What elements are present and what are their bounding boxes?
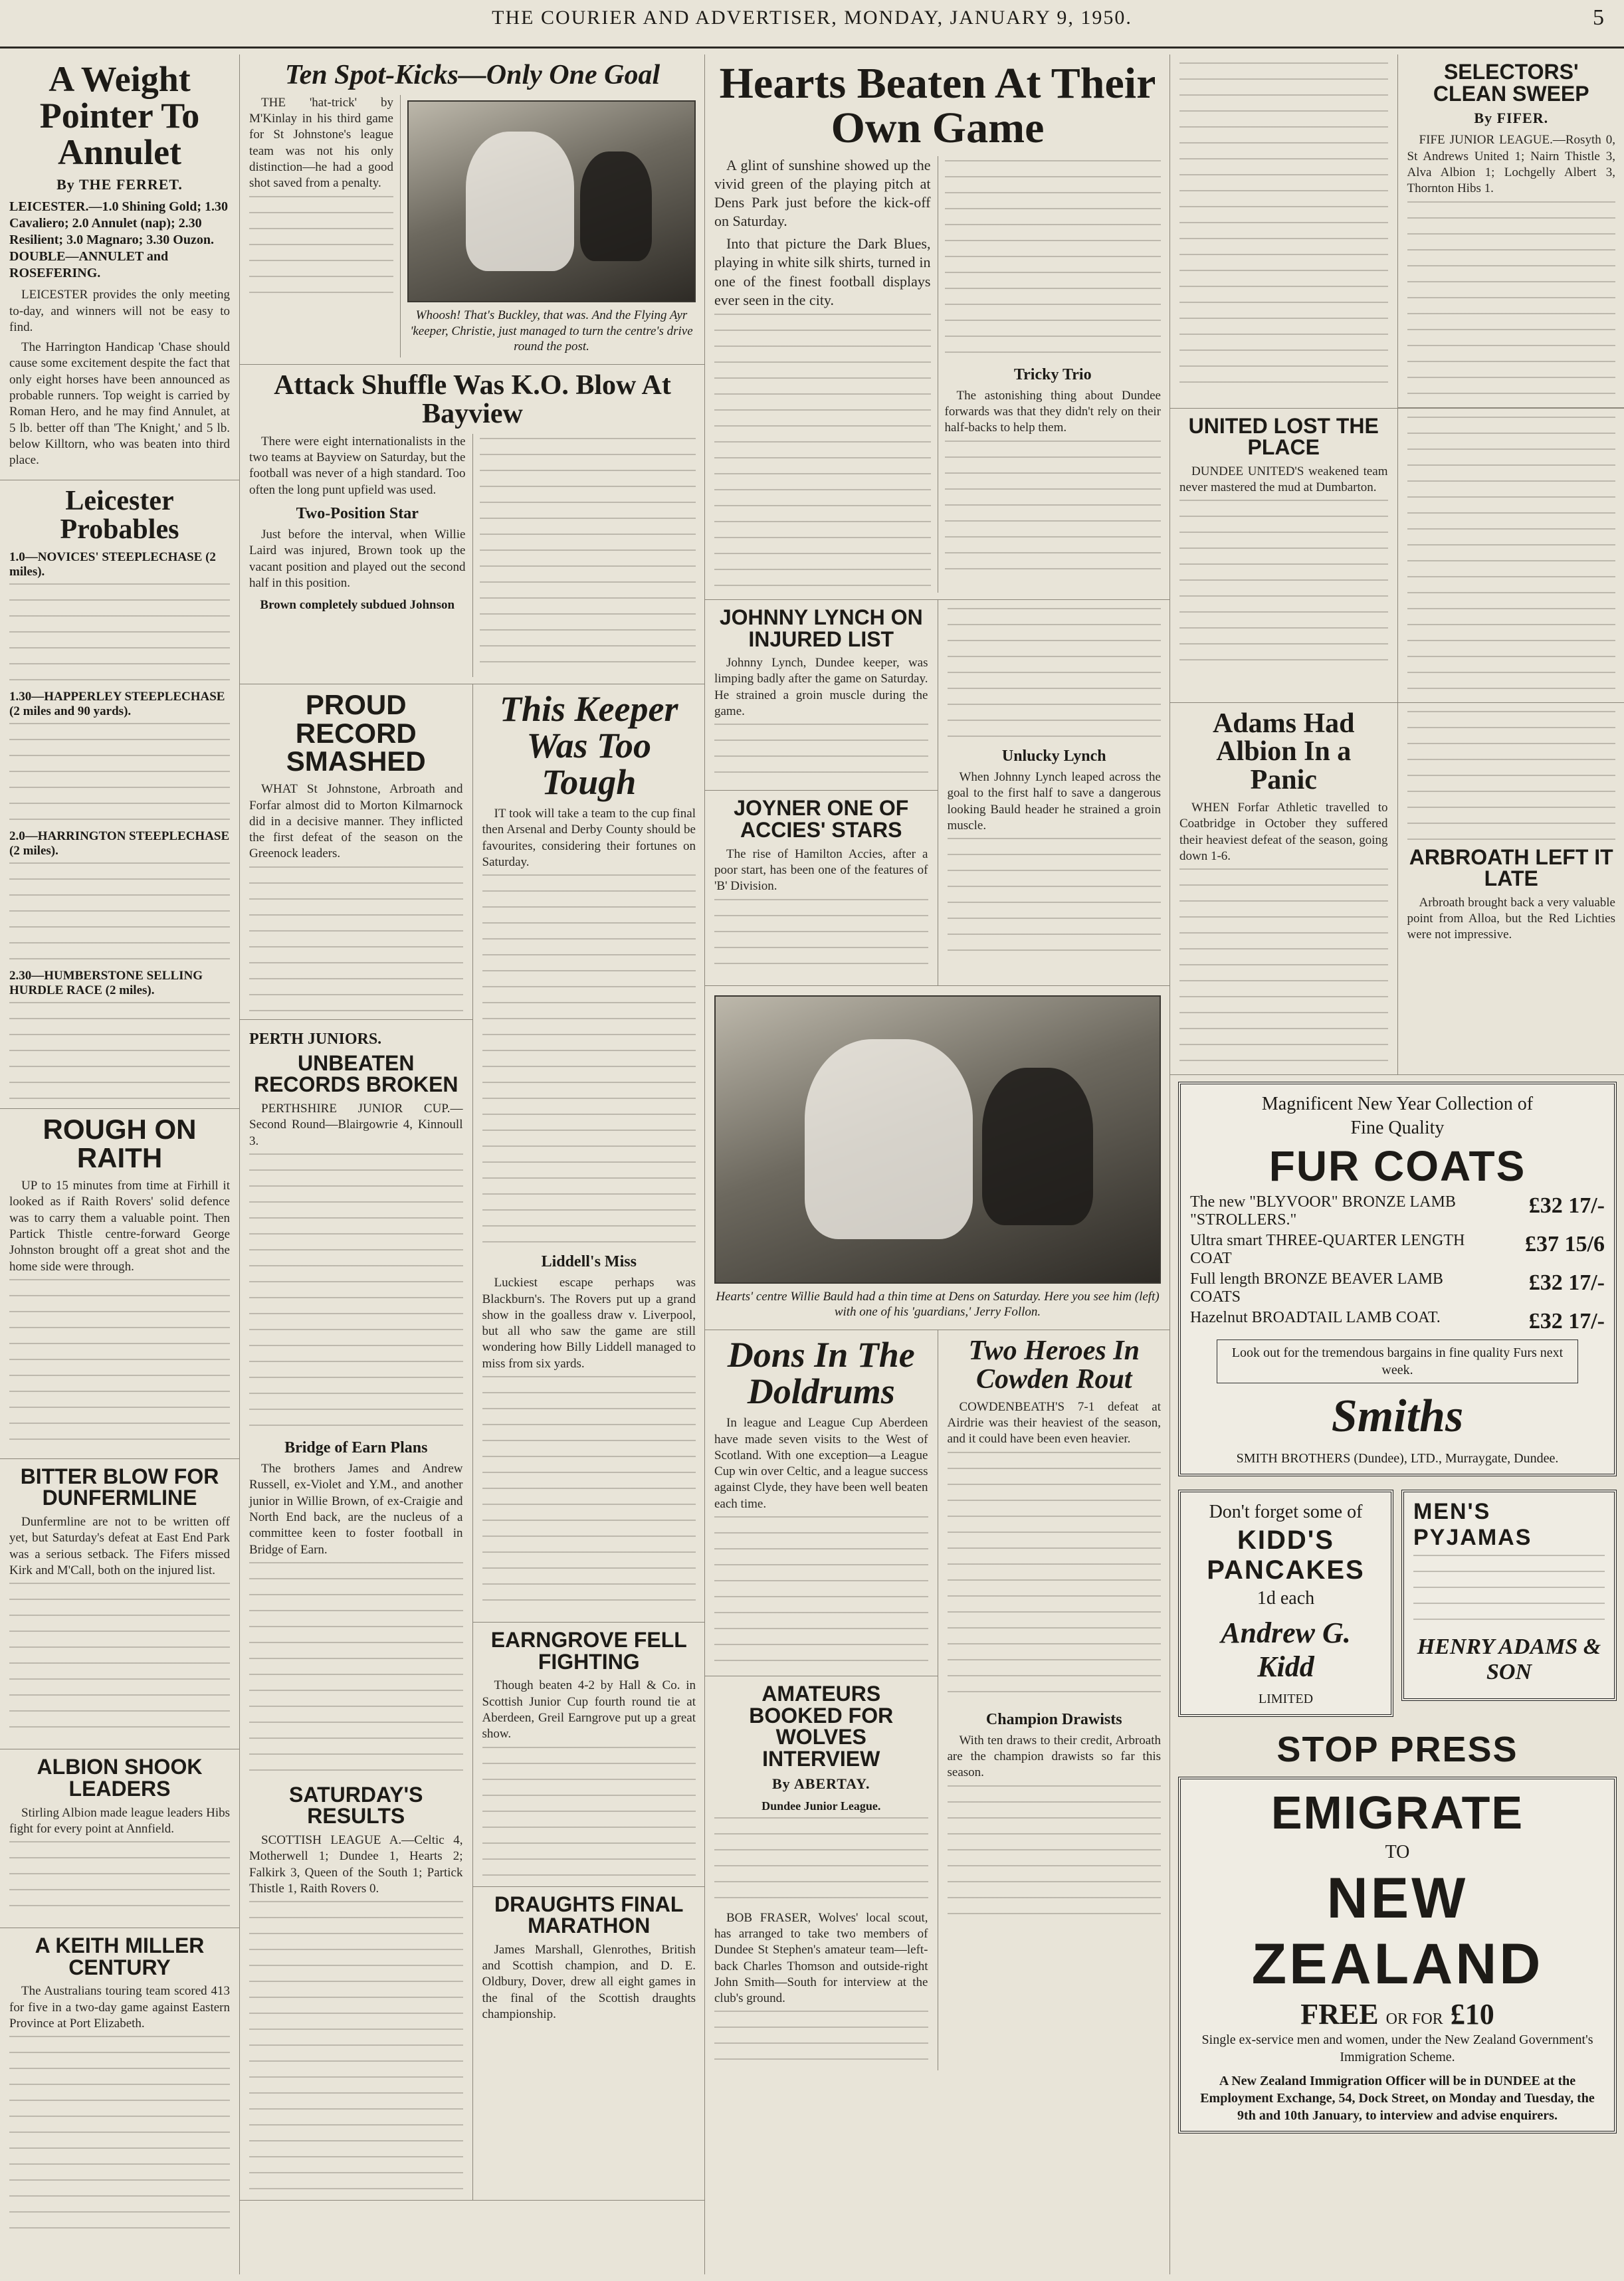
league-table [714, 1817, 928, 1910]
column-3 [704, 54, 1170, 2274]
headline: A Weight Pointer To Annulet [39, 59, 200, 173]
headline: JOHNNY LYNCH ON INJURED LIST [719, 605, 923, 651]
article-hearts-beaten [705, 54, 1170, 600]
article-amateurs [705, 1676, 938, 2070]
photo-bauld [714, 995, 1161, 1284]
ad-item: Hazelnut BROADTAIL LAMB COAT. £32 17/- [1190, 1309, 1605, 1334]
photo-goalkeeper [407, 100, 696, 302]
runners-list [9, 583, 230, 683]
body-text [714, 899, 928, 979]
paragraph: The astonishing thing about Dundee forwards was that they didn't rely on their half-backs to help them. [944, 388, 1161, 435]
paragraph: Luckiest escape perhaps was Blackburn's. The Rovers put up a grand show in the goalless draw v. Liverpool, but all who saw the game are still wondering how Billy Liddell managed to miss from six yards. [482, 1276, 696, 1371]
body-text [9, 1583, 230, 1742]
body-text [1407, 417, 1616, 696]
paragraph: THE 'hat-trick' by M'Kinlay in his third game for St Johnstone's league team was not his only distinction—he had a good shot saved from a penalty. [249, 95, 393, 191]
body-text [1179, 868, 1388, 1068]
paragraph: James Marshall, Glenrothes, British and Scottish champion, and D. E. Oldbury, Dover, drew all eight games in the final of the Scottish draughts championship. [482, 1942, 696, 2022]
body-text [1179, 500, 1388, 672]
body-text [1407, 711, 1616, 844]
article-spot-kicks [240, 54, 705, 365]
section-label: PERTH JUNIORS. [249, 1030, 382, 1048]
article-unlucky-lynch [938, 600, 1171, 964]
headline: JOYNER ONE OF ACCIES' STARS [734, 796, 909, 842]
column-4 [1169, 54, 1624, 2274]
article-attack-shuffle [240, 365, 705, 684]
body-text [948, 1452, 1162, 1704]
article-arbroath [1398, 703, 1624, 954]
article-proud-record [240, 684, 472, 1020]
paragraph: WHAT St Johnstone, Arbroath and Forfar almost did to Morton Kilmarnock did in a decisive manner. They inflicted the first defeat of the season on the Greenock leaders. [249, 782, 463, 861]
subheading: Bridge of Earn Plans [284, 1438, 428, 1456]
ad-line: 1d each [1257, 1588, 1315, 1609]
headline: UNITED LOST THE PLACE [1188, 413, 1379, 460]
ad-body: Single ex-service men and women, under the New Zealand Government's Immigration Scheme. [1201, 2033, 1593, 2065]
body-text [1179, 62, 1388, 395]
paragraph: IT took will take a team to the cup final then Arsenal and Derby County should be favourites, considering their fortunes on Saturday. [482, 806, 696, 869]
article-doldrums [705, 1330, 938, 1676]
paragraph: Johnny Lynch, Dundee keeper, was limping badly after the game on Saturday. He strained a groin muscle during the game. [714, 656, 928, 719]
body-text [482, 1376, 696, 1615]
article-weight-pointer [0, 54, 239, 480]
paragraph: With ten draws to their credit, Arbroath are the champion drawists so far this season. [947, 1733, 1161, 1780]
article-cowden-rout [938, 1330, 1171, 1925]
ad-line: Don't forget some of [1209, 1502, 1363, 1523]
paragraph: FIFE JUNIOR LEAGUE.—Rosyth 0, St Andrews United 1; Nairn Thistle 3, Alva Albion 1; Lochgelly Albert 3, Thornton Hibs 1. [1407, 133, 1615, 196]
paragraph: DUNDEE UNITED'S weakened team never mastered the mud at Dumbarton. [1179, 464, 1388, 495]
paragraph: BOB FRASER, Wolves' local scout, has arranged to take two members of Dundee St Stephen's amateur team—left-back Charles Thomson and outside-right John Smith—South for interview at the club's ground. [714, 1910, 928, 2006]
body-text [249, 196, 393, 302]
body-text [249, 866, 463, 1013]
headline: SATURDAY'S RESULTS [289, 1782, 423, 1829]
page-number: 5 [1593, 5, 1604, 30]
headline: SELECTORS' CLEAN SWEEP [1433, 60, 1589, 106]
body-text [480, 438, 696, 677]
headline: Hearts Beaten At Their Own Game [719, 59, 1156, 153]
headline: Leicester Probables [60, 485, 179, 545]
paragraph: Though beaten 4-2 by Hall & Co. in Scottish Junior Cup fourth round tie at Aberdeen, Greil Earngrove put up a great show. [482, 1678, 696, 1741]
ad-sub: LIMITED [1258, 1692, 1314, 1707]
headline: Dons In The Doldrums [727, 1335, 915, 1412]
paragraph: Stirling Albion made league leaders Hibs fight for every point at Annfield. [9, 1805, 230, 1836]
running-title: THE COURIER AND ADVERTISER, MONDAY, JANUARY 9, 1950. [492, 7, 1132, 29]
ad-line: Magnificent New Year Collection of [1261, 1094, 1534, 1115]
photo-block [705, 986, 1170, 1331]
ad-brand: HENRY ADAMS & SON [1417, 1635, 1601, 1685]
hearts-continued [1170, 54, 1397, 401]
byline: By THE FERRET. [56, 176, 183, 193]
paragraph: The Harrington Handicap 'Chase should cause some excitement despite the fact that only eight horses have been announced as probable runners. Top weight is carried by Roman Hero, and he may find Annulet, at 5 lb. better off than 'The Knight,' and 5 lb. below Killtorn, who was beaten into third place. [9, 340, 230, 468]
ad-firm: SMITH BROTHERS (Dundee), LTD., Murraygate, Dundee. [1236, 1451, 1559, 1466]
paragraph: There were eight internationalists in the two teams at Bayview on Saturday, but the football was never of a high standard. Too often the long punt upfield was used. [249, 434, 466, 497]
ad-mens-pyjamas [1401, 1490, 1617, 1701]
selectors-continued [1398, 409, 1624, 702]
headline: BITTER BLOW FOR DUNFERMLINE [20, 1464, 219, 1510]
ad-line: Fine Quality [1350, 1118, 1445, 1139]
body-text [249, 1562, 463, 1781]
ad-offer: FREE OR FOR £10 [1300, 1998, 1494, 2031]
headline: DRAUGHTS FINAL MARATHON [494, 1892, 684, 1938]
paragraph: WHEN Forfar Athletic travelled to Coatbridge in October they suffered their heaviest defeat of the season, going down 1-6. [1179, 800, 1388, 863]
article-johnny-lynch [705, 600, 938, 791]
article-leicester-probables [0, 480, 239, 1110]
article-selectors [1398, 54, 1624, 408]
body-text [948, 608, 1162, 741]
subheading: Liddell's Miss [541, 1253, 637, 1271]
headline: Attack Shuffle Was K.O. Blow At Bayview [274, 370, 671, 429]
body-text [948, 1785, 1162, 1918]
race-heading: 1.30—HAPPERLEY STEEPLECHASE (2 miles and 90 yards). [9, 690, 225, 719]
paragraph: In league and League Cup Aberdeen have made seven visits to the West of Scotland. With one exception—a League Cup win over Celtic, and a league success against Clyde, they have been well beaten each time. [714, 1416, 928, 1511]
body-text [249, 1153, 463, 1433]
byline: By FIFER. [1474, 110, 1549, 127]
ad-title: FUR COATS [1269, 1142, 1526, 1191]
body-text [945, 441, 1162, 573]
ad-brand: Smiths [1331, 1391, 1464, 1442]
paragraph: The rise of Hamilton Accies, after a poor start, has been one of the features of 'B' Division. [714, 846, 928, 894]
masthead [0, 0, 1624, 49]
article-keeper-too-tough [473, 684, 706, 1623]
headline: PROUD RECORD SMASHED [286, 688, 426, 777]
article-united-lost [1170, 409, 1397, 680]
article-perth-juniors [240, 1020, 472, 2201]
ad-body [1413, 1555, 1605, 1628]
article-adams-albion [1170, 703, 1397, 1075]
body-text [9, 1841, 230, 1921]
ad-item: Full length BRONZE BEAVER LAMB COATS £32 17/- [1190, 1270, 1605, 1306]
results-list [249, 1901, 463, 2193]
body-text [948, 838, 1162, 957]
photo-caption: Whoosh! That's Buckley, that was. And the Flying Ayr 'keeper, Christie, just managed to turn the centre's drive round the post. [410, 308, 693, 354]
byline: By ABERTAY. [771, 1775, 870, 1792]
tagline: Brown completely subdued Johnson [260, 598, 455, 613]
headline: ROUGH ON RAITH [43, 1114, 197, 1174]
headline: A KEITH MILLER CENTURY [35, 1934, 205, 1979]
paragraph: COWDENBEATH'S 7-1 defeat at Airdrie was their heaviest of the season, and it could have been even heavier. [947, 1399, 1161, 1446]
ad-title: EMIGRATE [1270, 1787, 1524, 1839]
race-heading: 2.0—HARRINGTON STEEPLECHASE (2 miles). [9, 829, 230, 858]
article-draughts [473, 1887, 706, 2034]
body-text [714, 314, 931, 593]
article-keith-miller [0, 1928, 239, 2242]
article-rough-on-raith [0, 1109, 239, 1459]
paragraph: LEICESTER provides the only meeting to-day, and winners will not be easy to find. [9, 288, 230, 334]
stop-press: STOP PRESS [1276, 1730, 1518, 1770]
ad-footer: Look out for the tremendous bargains in fine quality Furs next week. [1217, 1339, 1578, 1383]
paragraph: Just before the interval, when Willie Laird was injured, Brown took up the vacant position and played out the second half in this position. [249, 527, 466, 590]
headline: UNBEATEN RECORDS BROKEN [253, 1050, 458, 1097]
article-dunfermline [0, 1459, 239, 1750]
headline: This Keeper Was Too Tough [500, 688, 678, 802]
ad-line: TO [1385, 1842, 1410, 1863]
subheading: Two-Position Star [296, 504, 419, 522]
article-albion [0, 1749, 239, 1928]
ad-title: MEN'S PYJAMAS [1413, 1499, 1532, 1551]
headline: ARBROATH LEFT IT LATE [1409, 844, 1613, 891]
ad-fur-coats [1178, 1082, 1617, 1476]
paragraph: SCOTTISH LEAGUE A.—Celtic 4, Motherwell 1; Dundee 1, Hearts 2; Falkirk 3, Queen of the South 1; Partick Thistle 1, Raith Rovers 0. [249, 1833, 463, 1896]
ad-brand: Andrew G. Kidd [1221, 1617, 1351, 1684]
ad-title: NEW ZEALAND [1251, 1866, 1544, 1997]
subheading: Unlucky Lynch [1001, 747, 1106, 765]
article-earngrove [473, 1623, 706, 1887]
runners-list [9, 862, 230, 962]
body-text [1407, 201, 1616, 401]
headline: EARNGROVE FELL FIGHTING [490, 1628, 687, 1674]
body-text [714, 1516, 928, 1669]
paragraph: The Australians touring team scored 413 for five in a two-day game against Eastern Province at Port Elizabeth. [9, 1984, 230, 2031]
runners-list [9, 1002, 230, 1102]
article-joyner [705, 791, 938, 985]
column-1 [0, 54, 239, 2274]
race-heading: 2.30—HUMBERSTONE SELLING HURDLE RACE (2 miles). [9, 969, 203, 998]
photo-caption: Hearts' centre Willie Bauld had a thin time at Dens on Saturday. Here you see him (left) with one of his 'guardians,' Jerry Follon. [716, 1289, 1160, 1320]
subheading: Champion Drawists [985, 1710, 1122, 1728]
ad-emigrate [1178, 1777, 1617, 2133]
body-text [714, 2011, 928, 2064]
ad-title: KIDD'S PANCAKES [1207, 1526, 1365, 1585]
ad-kidd-pancakes [1178, 1490, 1393, 1717]
paragraph: UP to 15 minutes from time at Firhill it looked as if Raith Rovers' solid defence was to carry them a valuable point. Then Partick Thistle centre-forward George Johnston brought off a great shot and the home side were through. [9, 1178, 230, 1274]
tips: LEICESTER.—1.0 Shining Gold; 1.30 Cavaliero; 2.0 Annulet (nap); 2.30 Resilient; 3.0 Magnaro; 3.30 Ouzon. DOUBLE—ANNULET and ROSEFERING. [9, 199, 228, 281]
ad-item: Ultra smart THREE-QUARTER LENGTH COAT £37 15/6 [1190, 1232, 1605, 1268]
paragraph: When Johnny Lynch leaped across the goal to the first half to save a dangerous looking Bauld header he strained a groin muscle. [947, 769, 1161, 833]
headline: Two Heroes In Cowden Rout [968, 1336, 1140, 1395]
paragraph: Arbroath brought back a very valuable point from Alloa, but the Red Lichties were not impressive. [1407, 895, 1615, 942]
headline: AMATEURS BOOKED FOR WOLVES INTERVIEW [749, 1682, 894, 1771]
headline: ALBION SHOOK LEADERS [37, 1755, 203, 1801]
runners-list [9, 723, 230, 823]
table-title: Dundee Junior League. [761, 1799, 881, 1813]
column-2 [239, 54, 705, 2274]
body-text [9, 1279, 230, 1452]
ad-footer: A New Zealand Immigration Officer will be in DUNDEE at the Employment Exchange, 54, Dock Street, on Monday and Tuesday, the 9th and 10th January, to interview and advise enquirers. [1200, 2074, 1595, 2124]
race-heading: 1.0—NOVICES' STEEPLECHASE (2 miles). [9, 550, 216, 579]
headline: Ten Spot-Kicks—Only One Goal [284, 60, 660, 90]
ad-item: The new "BLYVOOR" BRONZE LAMB "STROLLERS." £32 17/- [1190, 1193, 1605, 1229]
headline: Adams Had Albion In a Panic [1212, 708, 1355, 796]
paragraph: The brothers James and Andrew Russell, ex-Violet and Y.M., and another junior in Willie Brown, of ex-Craigie and North End back, are the nucleus of a committee keen to foster football in Bridge of Earn. [249, 1461, 463, 1557]
body-text [482, 874, 696, 1246]
body-text [482, 1747, 696, 1880]
paragraph: PERTHSHIRE JUNIOR CUP.—Second Round—Blairgowrie 4, Kinnoull 3. [249, 1102, 463, 1148]
body-text [945, 160, 1162, 359]
paragraph: A glint of sunshine showed up the vivid green of the playing pitch at Dens Park just before the kick-off on Saturday. [714, 156, 931, 230]
paragraph: Into that picture the Dark Blues, playing in white silk shirts, turned in one of the finest football displays ever seen in the city. [714, 235, 931, 308]
body-text [714, 724, 928, 783]
paragraph: Dunfermline are not to be written off yet, but Saturday's defeat at East End Park was a serious setback. The Fifers missed Kirk and M'Call, both on the injured list. [9, 1515, 230, 1578]
body-text [9, 2036, 230, 2235]
subheading: Tricky Trio [1013, 365, 1092, 383]
